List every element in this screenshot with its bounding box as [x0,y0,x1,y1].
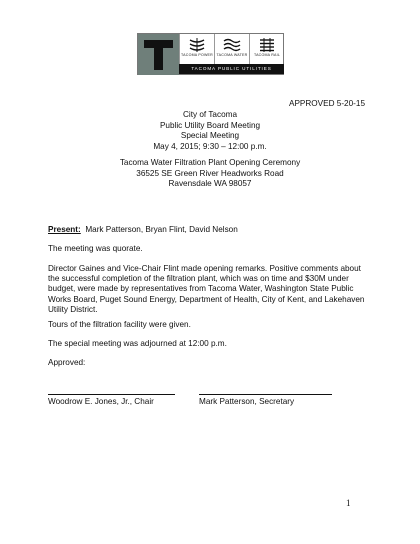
tours-statement: Tours of the filtration facility were given. [48,320,191,329]
present-attendees [48,225,374,235]
location-line: Ravensdale WA 98057 [168,179,252,189]
tacoma-public-utilities-logo [137,33,284,75]
tacoma-t-logo-icon [138,34,179,75]
logo-cell-label: TACOMA POWER [181,53,213,57]
meeting-header [0,110,420,152]
present-names: Mark Patterson, Bryan Flint, David Nelson [85,225,238,234]
logo-cell-label: TACOMA WATER [216,53,248,57]
rail-tracks-icon [257,38,277,52]
header-line: Public Utility Board Meeting [159,120,261,130]
tacoma-power-logo-cell [179,34,214,65]
remarks-line: Director Gaines and Vice-Chair Flint made opening remarks. Positive comments about [48,264,361,273]
quorate-statement: The meeting was quorate. [48,244,143,253]
adjourned-statement: The special meeting was adjourned at 12:00 p.m. [48,339,227,348]
secretary-signature-name: Mark Patterson, Secretary [199,397,295,406]
remarks-line: Utility District. [48,304,98,314]
location-line: Tacoma Water Filtration Plant Opening Ceremony [119,158,301,167]
remarks-line: budget, were made by representatives from Tacoma Water, Washington State Public [48,284,354,294]
remarks-line: the successful completion of the filtration plant, which was on time and $30M under [48,274,349,284]
header-line: May 4, 2015; 9:30 – 12:00 p.m. [153,141,267,151]
header-line: City of Tacoma [183,110,237,119]
tacoma-water-logo-cell [214,34,249,65]
tacoma-rail-logo-cell [249,34,284,65]
logo-cell-label: TACOMA RAIL [253,53,281,57]
location-line: 36525 SE Green River Headworks Road [136,168,284,178]
approved-stamp: APPROVED 5-20-15 [289,99,365,108]
logo-footer-text: TACOMA PUBLIC UTILITIES [179,64,284,74]
remarks-line: Works Board, Puget Sound Energy, Department of Health, City of Kent, and Lakehaven [48,294,365,304]
power-lines-icon [187,38,207,52]
header-line: Special Meeting [180,131,240,141]
chair-signature-line [48,394,175,395]
present-label: Present: [48,225,81,234]
meeting-location [0,158,420,190]
water-waves-icon [222,38,242,52]
page-number: 1 [346,498,351,508]
secretary-signature-line [199,394,332,395]
remarks-paragraph [48,264,374,315]
approved-label: Approved: [48,358,86,367]
chair-signature-name: Woodrow E. Jones, Jr., Chair [48,397,154,406]
